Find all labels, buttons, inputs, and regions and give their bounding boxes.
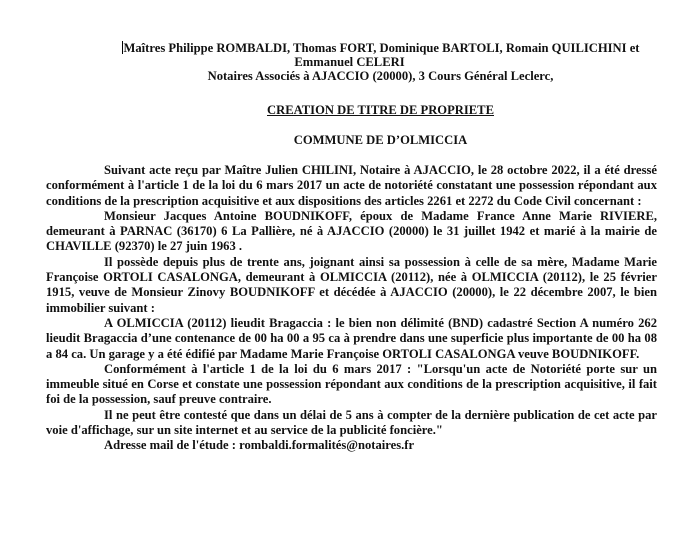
header-line-2: Emmanuel CELERI (294, 55, 405, 69)
header-line-1 (0, 41, 699, 55)
paragraph-monsieur: Monsieur Jacques Antoine BOUDNIKOFF, époux de Madame France Anne Marie RIVIERE, demeurant à PARNAC (36170) 6 La Pallière, né à AJACCIO (20000) le 31 juillet 1942 et marié à la mairie de CHAVILLE (92370) le 27 juin 1963 . (46, 208, 657, 254)
paragraph-bien: A OLMICCIA (20112) lieudit Bragaccia : le bien non délimité (BND) cadastré Section A numéro 262 lieudit Bragaccia d’une contenance de 00 ha 00 a 95 ca à prendre dans une superficie plus importante de 00 ha 08 a 84 ca. Un garage y a été édifié par Madame Marie Françoise ORTOLI CASALONGA veuve BOUDNIKOFF. (46, 315, 657, 361)
paragraph-loi: Conformément à l'article 1 de la loi du 6 mars 2017 : "Lorsqu'un acte de Notoriété porte sur un immeuble situé en Corse et constate une possession répondant aux conditions de la prescription acquisitive, il fait foi de la possession, sauf preuve contraire. (46, 361, 657, 407)
commune-title: COMMUNE DE D’OLMICCIA (293, 133, 468, 147)
notaries-header (0, 41, 699, 83)
header-line-1-text: Maîtres Philippe ROMBALDI, Thomas FORT, Dominique BARTOLI, Romain QUILICHINI et (123, 41, 640, 55)
paragraph-possession: Il possède depuis plus de trente ans, joignant ainsi sa possession à celle de sa mère, Madame Marie Françoise ORTOLI CASALONGA, demeurant à OLMICCIA (20112), née à OLMICCIA (20112), le 25 février 1915, veuve de Monsieur Zinovy BOUDNIKOFF et décédée à AJACCIO (20000), le 22 décembre 2007, le bien immobilier suivant : (46, 254, 657, 315)
text-cursor (122, 41, 123, 54)
paragraph-email: Adresse mail de l'étude : rombaldi.formalités@notaires.fr (104, 438, 415, 453)
paragraph-acte: Suivant acte reçu par Maître Julien CHILINI, Notaire à AJACCIO, le 28 octobre 2022, il a été dressé conformément à l'article 1 de la loi du 6 mars 2017 un acte de notoriété constatant une possession répondant aux conditions de la prescription acquisitive et aux dispositions des articles 2261 et 2272 du Code Civil concernant : (46, 163, 657, 208)
header-line-3: Notaires Associés à AJACCIO (20000), 3 Cours Général Leclerc, (207, 69, 554, 83)
document-title: CREATION DE TITRE DE PROPRIETE (267, 103, 494, 117)
paragraph-contestation: Il ne peut être contesté que dans un délai de 5 ans à compter de la dernière publication de cet acte par voie d'affichage, sur un site internet et au service de la publicité foncière." (46, 407, 657, 438)
document-body (46, 163, 657, 454)
